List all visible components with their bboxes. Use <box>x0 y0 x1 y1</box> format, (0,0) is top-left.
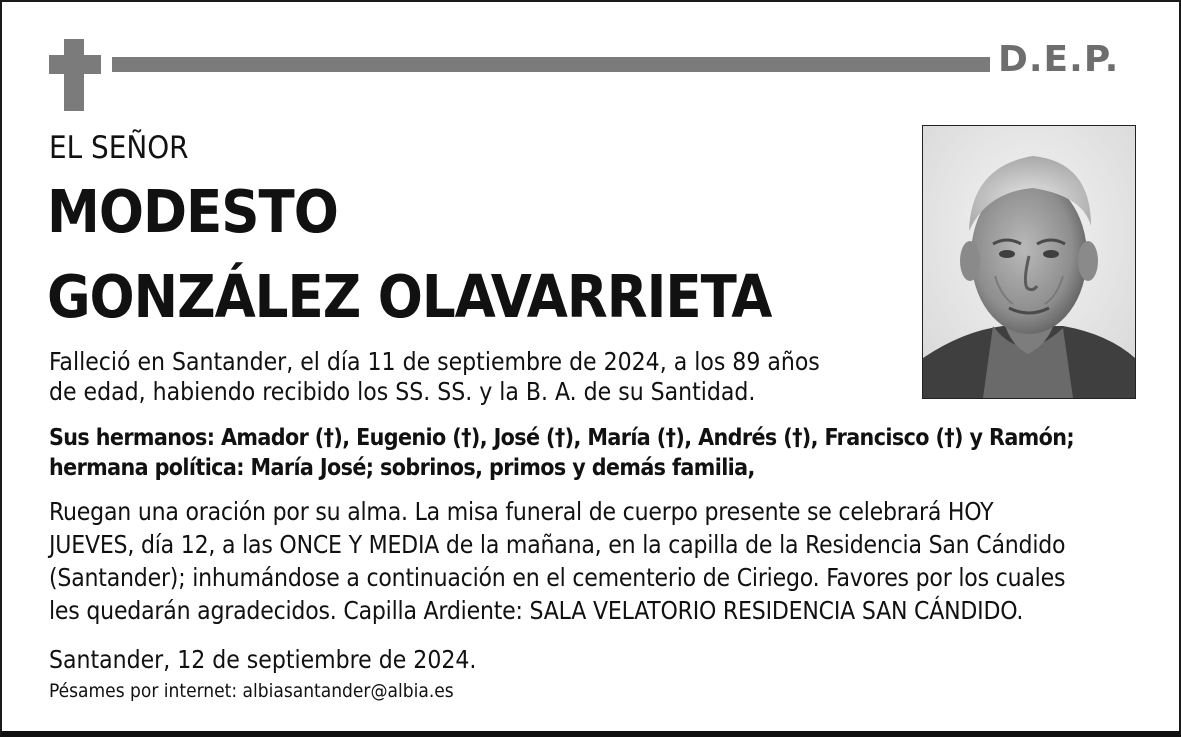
header-rule <box>112 57 990 72</box>
condolences-contact: Pésames por internet: albiasantander@albia.es <box>49 680 454 702</box>
funeral-line1: Ruegan una oración por su alma. La misa funeral de cuerpo presente se celebrará HOY <box>49 497 994 526</box>
death-notice-line2: de edad, habiendo recibido los SS. SS. y la B. A. de su Santidad. <box>49 377 756 406</box>
portrait-image <box>923 126 1135 398</box>
funeral-announcement <box>49 495 1065 627</box>
title-prefix: EL SEÑOR <box>49 130 189 166</box>
dep-label: D.E.P. <box>998 39 1120 80</box>
family-list <box>49 423 1074 483</box>
death-notice <box>49 347 820 407</box>
funeral-line4: les quedarán agradecidos. Capilla Ardiente: SALA VELATORIO RESIDENCIA SAN CÁNDIDO. <box>49 596 1024 625</box>
portrait-photo <box>922 125 1136 399</box>
deceased-name-line2: GONZÁLEZ OLAVARRIETA <box>47 262 772 331</box>
place-date: Santander, 12 de septiembre de 2024. <box>49 645 477 674</box>
family-line1: Sus hermanos: Amador (†), Eugenio (†), José (†), María (†), Andrés (†), Francisco (†) y Ramón; <box>49 425 1075 451</box>
cross-icon <box>64 39 84 111</box>
funeral-line3: (Santander); inhumándose a continuación en el cementerio de Ciriego. Favores por los cuales <box>49 563 1066 592</box>
cross-icon-bar <box>49 55 101 74</box>
funeral-line2: JUEVES, día 12, a las ONCE Y MEDIA de la mañana, en la capilla de la Residencia San Cándido <box>49 530 1066 559</box>
deceased-name-line1: MODESTO <box>47 177 338 246</box>
family-line2: hermana política: María José; sobrinos, primos y demás familia, <box>49 455 755 481</box>
death-notice-line1: Falleció en Santander, el día 11 de septiembre de 2024, a los 89 años <box>49 347 820 376</box>
